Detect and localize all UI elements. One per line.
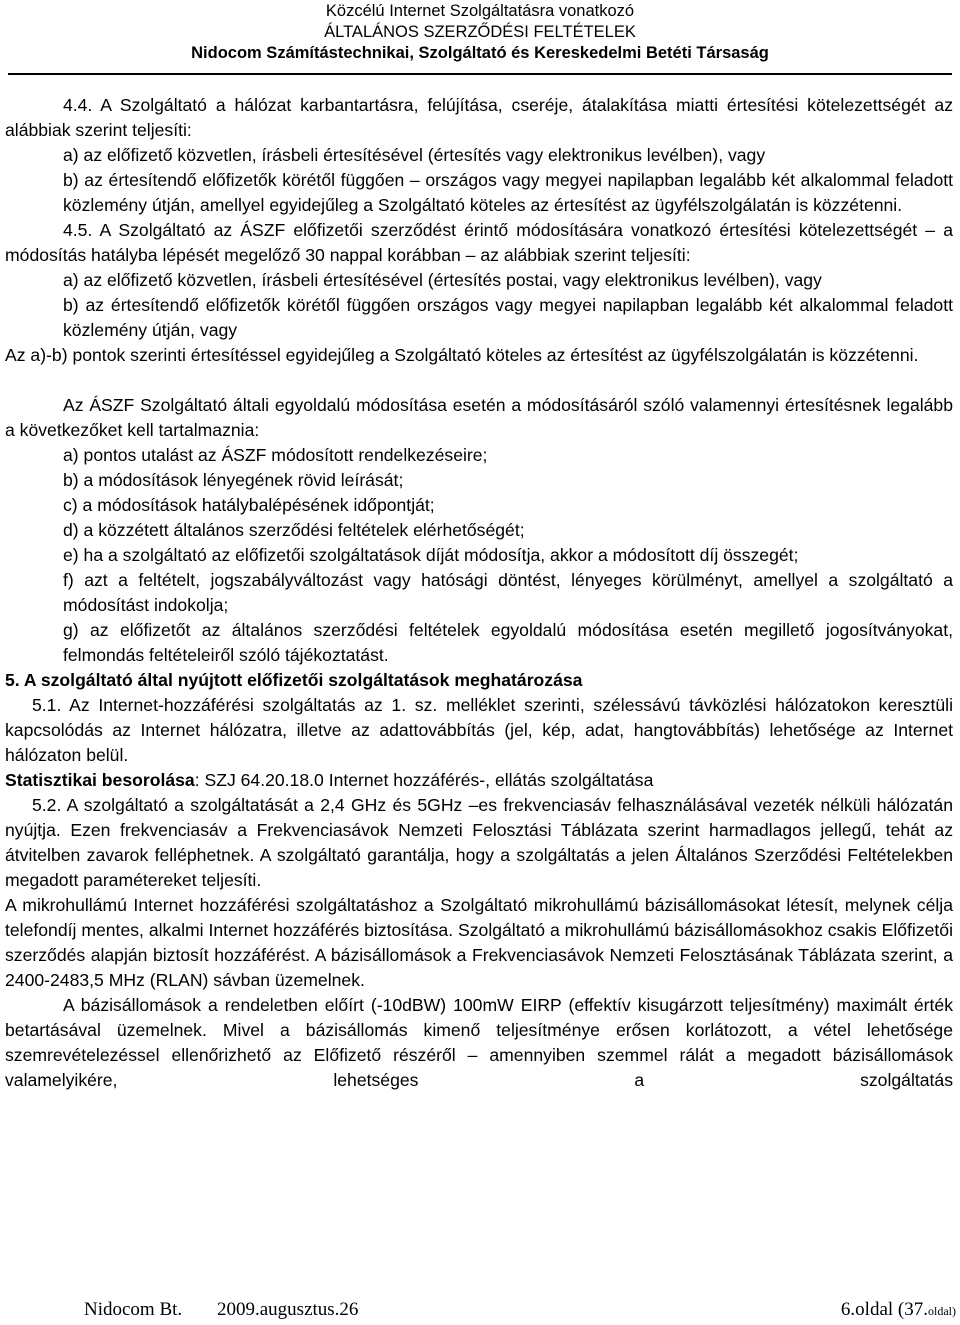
footer-page-main: 6.oldal (37. (840, 1299, 928, 1320)
header-title-line2: ÁLTALÁNOS SZERZŐDÉSI FELTÉTELEK (324, 23, 636, 41)
modification-item: d) a közzétett általános szerződési feltételek elérhetőségét; (63, 520, 525, 540)
modification-intro: Az ÁSZF Szolgáltató általi egyoldalú módosítása esetén a módosításáról szóló valamennyi értesítésnek legalább a következőket kell tartalmaznia: (5, 395, 953, 440)
statistical-classification-value: : SZJ 64.20.18.0 Internet hozzáférés-, ellátás szolgáltatása (194, 770, 654, 790)
section-4-4-item-a: a) az előfizető közvetlen, írásbeli értesítésével (értesítés vagy elektronikus levélben), vagy (63, 145, 766, 165)
page-footer (0, 1296, 960, 1323)
section-4-4-item-b: b) az értesítendő előfizetők körétől függően – országos vagy megyei napilapban legalább két alkalommal feladott közlemény útján, amellyel egyidejűleg a Szolgáltató köteles az értesítést az ügyfélszolgálatán is közzétenni. (63, 170, 953, 215)
microwave-paragraph: A mikrohullámú Internet hozzáférési szolgáltatáshoz a Szolgáltató mikrohullámú bázisállomásokat létesít, melynek célja telefondíj mentes, alkalmi Internet hozzáférés biztosítása. Szolgáltató a mikrohullámú bázisállomásokhoz csakis Előfizetői szerződés alapján biztosít hozzáférést. A bázisállomások a Frekvenciasávok Nemzeti Felosztásának Táblázata szerint, a 2400-2483,5 MHz (RLAN) sávban üzemelnek. (5, 895, 953, 990)
statistical-classification (5, 768, 953, 793)
document-body (5, 93, 953, 1093)
modification-item: g) az előfizetőt az általános szerződési feltételek egyoldalú módosítása esetén megillető jogosítványokat, felmondás feltételeiről szóló tájékoztatást. (63, 620, 953, 665)
base-station-paragraph: A bázisállomások a rendeletben előírt (-10dBW) 100mW EIRP (effektív kisugárzott teljesítmény) maximált érték betartásával üzemelnek. Mivel a bázisállomás kimenő teljesítménye erősen korlátozott, a vétel lehetősége szemrevételezéssel ellenőrizhető az Előfizető részéről – amennyiben szemmel rálát a megadott bázisállomások valamelyikére, lehetséges a szolgáltatás (5, 995, 953, 1090)
paragraph-gap (5, 368, 953, 393)
section-4-5-item-b: b) az értesítendő előfizetők körétől függően országos vagy megyei napilapban legalább két alkalommal feladott közlemény útján, vagy (63, 295, 953, 340)
footer-page-small: oldal) (928, 1304, 956, 1318)
statistical-classification-label: Statisztikai besorolása (5, 770, 195, 790)
modification-item: c) a módosítások hatálybalépésének időpontját; (63, 495, 435, 515)
section-5-1-paragraph: 5.1. Az Internet-hozzáférési szolgáltatás az 1. sz. melléklet szerinti, szélessávú távközlési hálózatokon keresztüli kapcsolódás az Internet hálózatra, illetve az adattovábbítás (jel, kép, adat, hangtovábbítás) lehetősége az Internet hálózaton belül. (5, 695, 953, 765)
page-header (0, 0, 960, 64)
section-5-2-paragraph: 5.2. A szolgáltató a szolgáltatását a 2,4 GHz és 5GHz –es frekvenciasáv felhasználásával vezeték nélküli hálózatán nyújtja. Ezen frekvenciasáv a Frekvenciasávok Nemzeti Felosztási Táblázata szerint harmadlagos jellegű, tehát az átvitelben zavarok felléphetnek. A szolgáltató garantálja, hogy a szolgáltatás a jelen Általános Szerződési Feltételekben megadott paramétereket teljesíti. (5, 795, 953, 890)
section-4-4-intro: 4.4. A Szolgáltató a hálózat karbantartásra, felújítása, cseréje, átalakítása miatti értesítési kötelezettségét az alábbiak szerint teljesíti: (5, 95, 953, 140)
footer-page-number (841, 1296, 956, 1325)
header-company-name: Nidocom Számítástechnikai, Szolgáltató és Kereskedelmi Betéti Társaság (191, 44, 769, 62)
section-4-5-closing: Az a)-b) pontok szerinti értesítéssel egyidejűleg a Szolgáltató köteles az értesítést az ügyfélszolgálatán is közzétenni. (5, 345, 919, 365)
section-4-5-intro: 4.5. A Szolgáltató az ÁSZF előfizetői szerződést érintő módosítására vonatkozó értesítési kötelezettségét – a módosítás hatályba lépését megelőző 30 nappal korábban – az alábbiak szerint teljesíti: (5, 220, 953, 265)
footer-date: 2009.augusztus.26 (217, 1299, 359, 1320)
header-divider (8, 73, 952, 75)
header-title-line1: Közcélú Internet Szolgáltatásra vonatkozó (325, 2, 635, 20)
modification-item: b) a módosítások lényegének rövid leírását; (63, 470, 404, 490)
section-5-heading: 5. A szolgáltató által nyújtott előfizetői szolgáltatások meghatározása (5, 670, 583, 690)
footer-company: Nidocom Bt. (84, 1299, 183, 1320)
modification-item: e) ha a szolgáltató az előfizetői szolgáltatások díját módosítja, akkor a módosított díj összegét; (63, 545, 799, 565)
modification-item: a) pontos utalást az ÁSZF módosított rendelkezéseire; (63, 445, 488, 465)
modification-item: f) azt a feltételt, jogszabályváltozást vagy hatósági döntést, lényeges körülményt, amellyel a szolgáltató a módosítást indokolja; (63, 570, 953, 615)
section-4-5-item-a: a) az előfizető közvetlen, írásbeli értesítésével (értesítés postai, vagy elektronikus levélben), vagy (63, 270, 822, 290)
